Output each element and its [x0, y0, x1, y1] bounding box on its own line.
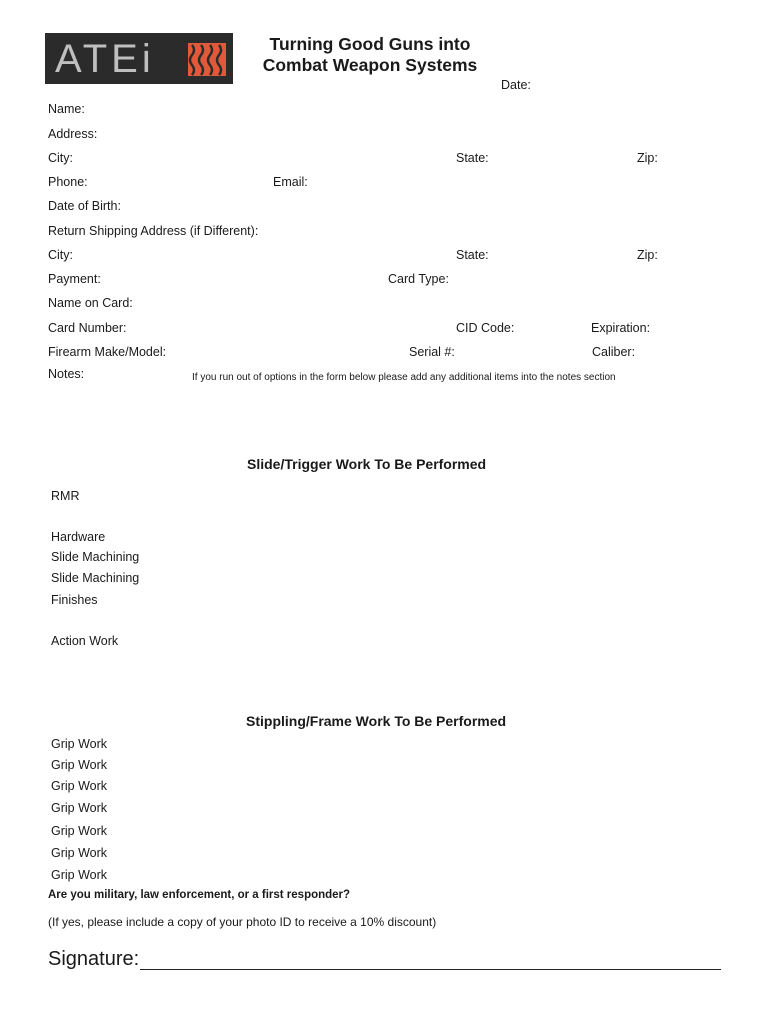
stippling-item: Grip Work	[51, 758, 108, 772]
slide-item: Slide Machining	[51, 571, 140, 585]
dob-label: Date of Birth:	[48, 199, 121, 213]
date-label: Date:	[501, 78, 531, 92]
notes-label: Notes:	[48, 367, 85, 381]
name-label: Name:	[48, 102, 85, 116]
notes-hint: If you run out of options in the form below please add any additional items into the notes section	[192, 372, 616, 383]
signature-label: Signature:	[48, 948, 140, 970]
name-on-card-label: Name on Card:	[48, 296, 133, 310]
signature-line[interactable]	[140, 969, 721, 970]
zip-label: Zip:	[637, 151, 658, 165]
slide-section-title: Slide/Trigger Work To Be Performed	[247, 456, 487, 472]
title-line-1: Turning Good Guns into	[269, 34, 471, 54]
card-type-label: Card Type:	[388, 272, 449, 286]
stippling-item: Grip Work	[51, 846, 108, 860]
payment-label: Payment:	[48, 272, 101, 286]
slide-item: Finishes	[51, 593, 98, 607]
slide-item: Slide Machining	[51, 550, 140, 564]
return-zip-label: Zip:	[637, 248, 658, 262]
stippling-item: Grip Work	[51, 779, 108, 793]
military-question: Are you military, law enforcement, or a first responder?	[48, 889, 351, 901]
return-state-label: State:	[456, 248, 489, 262]
email-label: Email:	[273, 175, 308, 189]
slide-item: RMR	[51, 489, 80, 503]
expiration-label: Expiration:	[591, 321, 651, 335]
return-city-label: City:	[48, 248, 73, 262]
stippling-section-title: Stippling/Frame Work To Be Performed	[246, 713, 507, 729]
address-label: Address:	[48, 127, 98, 141]
serial-label: Serial #:	[409, 345, 455, 359]
stippling-item: Grip Work	[51, 737, 108, 751]
card-number-label: Card Number:	[48, 321, 127, 335]
discount-note: (If yes, please include a copy of your photo ID to receive a 10% discount)	[48, 915, 437, 929]
city-label: City:	[48, 151, 73, 165]
caliber-label: Caliber:	[592, 345, 636, 359]
return-address-label: Return Shipping Address (if Different):	[48, 224, 259, 238]
company-logo	[45, 33, 233, 84]
cid-code-label: CID Code:	[456, 321, 515, 335]
stippling-item: Grip Work	[51, 824, 108, 838]
stippling-item: Grip Work	[51, 868, 108, 882]
wave-stripes-icon	[188, 43, 226, 76]
slide-item: Action Work	[51, 634, 119, 648]
page-title	[250, 34, 490, 76]
stippling-item: Grip Work	[51, 801, 108, 815]
state-label: State:	[456, 151, 489, 165]
phone-label: Phone:	[48, 175, 88, 189]
title-line-2: Combat Weapon Systems	[262, 55, 478, 75]
logo-text: ATEi	[55, 37, 155, 81]
slide-item: Hardware	[51, 530, 106, 544]
firearm-label: Firearm Make/Model:	[48, 345, 167, 359]
